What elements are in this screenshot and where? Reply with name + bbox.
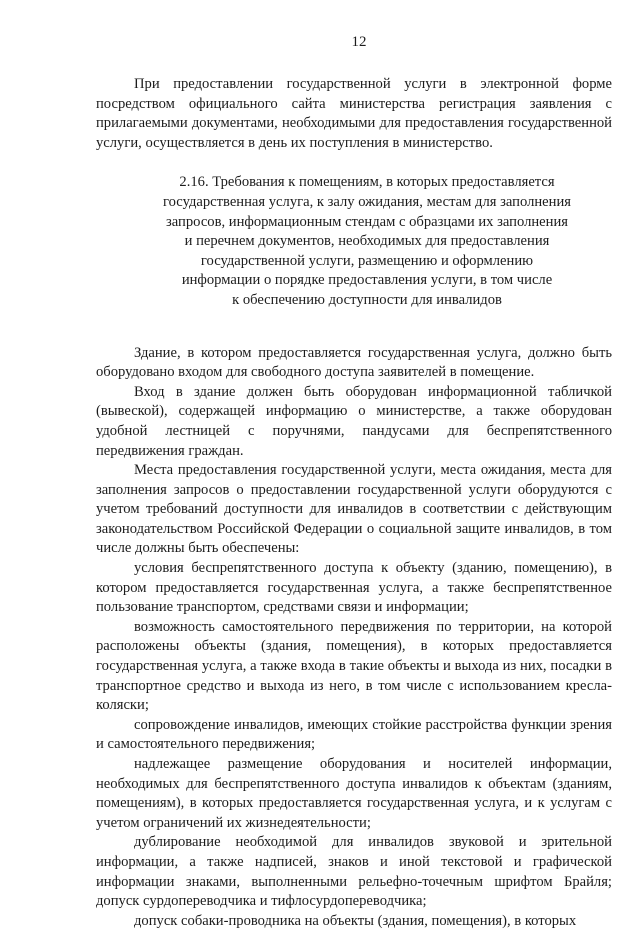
section-heading-line: информации о порядке предоставления услуги, в том числе [181,272,553,289]
body-paragraph: Вход в здание должен быть оборудован информационной табличкой (вывеской), содержащей информацию о министерстве, а также оборудован удобной лестницей с поручнями, пандусами для беспрепятственного передвижения граждан. [96,383,612,459]
section-heading-line: к обеспечению доступности для инвалидов [232,291,502,308]
section-heading-line: государственной услуги, размещению и оформлению [200,252,534,269]
body-paragraph: дублирование необходимой для инвалидов звуковой и зрительной информации, а также надписей, знаков и иной текстовой и графической информации знаками, выполненными рельефно-точечным шрифтом Брайля; допуск сурдопереводчика и тифлосурдопереводчика; [96,834,612,910]
section-heading-line: и перечнем документов, необходимых для предоставления [184,233,550,250]
body-paragraph: надлежащее размещение оборудования и носителей информации, необходимых для беспрепятственного доступа инвалидов к объектам (зданиям, помещениям), в которых предоставляется государственная услуга, и к услугам с учетом ограничений их жизнедеятельности; [96,756,612,831]
section-heading [96,173,612,310]
body-paragraph: условия беспрепятственного доступа к объекту (зданию, помещению), в котором предоставляется государственная услуга, а также беспрепятственное пользование транспортом, средствами связи и информации; [96,560,612,616]
body-paragraph: Здание, в котором предоставляется государственная услуга, должно быть оборудовано входом для свободного доступа заявителей в помещение. [96,344,612,381]
body-paragraph: Места предоставления государственной услуги, места ожидания, места для заполнения запросов о предоставлении государственной услуги оборудуются с учетом требований доступности для инвалидов в соответствии с действующим законодательством Российской Федерации о социальной защите инвалидов, в том числе должны быть обеспечены: [96,462,612,557]
body-paragraph: сопровождение инвалидов, имеющих стойкие расстройства функции зрения и самостоятельного передвижения; [96,716,612,753]
body-paragraph: возможность самостоятельного передвижения по территории, на которой расположены объекты (здания, помещения), в которых предоставляется государственная услуга, а также входа в такие объекты и выхода из них, посадки в транспортное средство и выхода из него, в том числе с использованием кресла-коляски; [96,618,612,714]
section-heading-line: 2.16. Требования к помещениям, в которых предоставляется [179,174,555,191]
page-number: 12 [351,34,367,50]
body-paragraph: допуск собаки-проводника на объекты (здания, помещения), в которых [134,912,577,929]
section-heading-line: государственная услуга, к залу ожидания, местам для заполнения [163,193,571,210]
intro-paragraph: При предоставлении государственной услуги в электронной форме посредством официального сайта министерства регистрация заявления с прилагаемыми документами, необходимыми для предоставления государственной услуги, осуществляется в день их поступления в министерство. [96,76,612,151]
section-heading-line: запросов, информационным стендам с образцами их заполнения [166,213,568,230]
